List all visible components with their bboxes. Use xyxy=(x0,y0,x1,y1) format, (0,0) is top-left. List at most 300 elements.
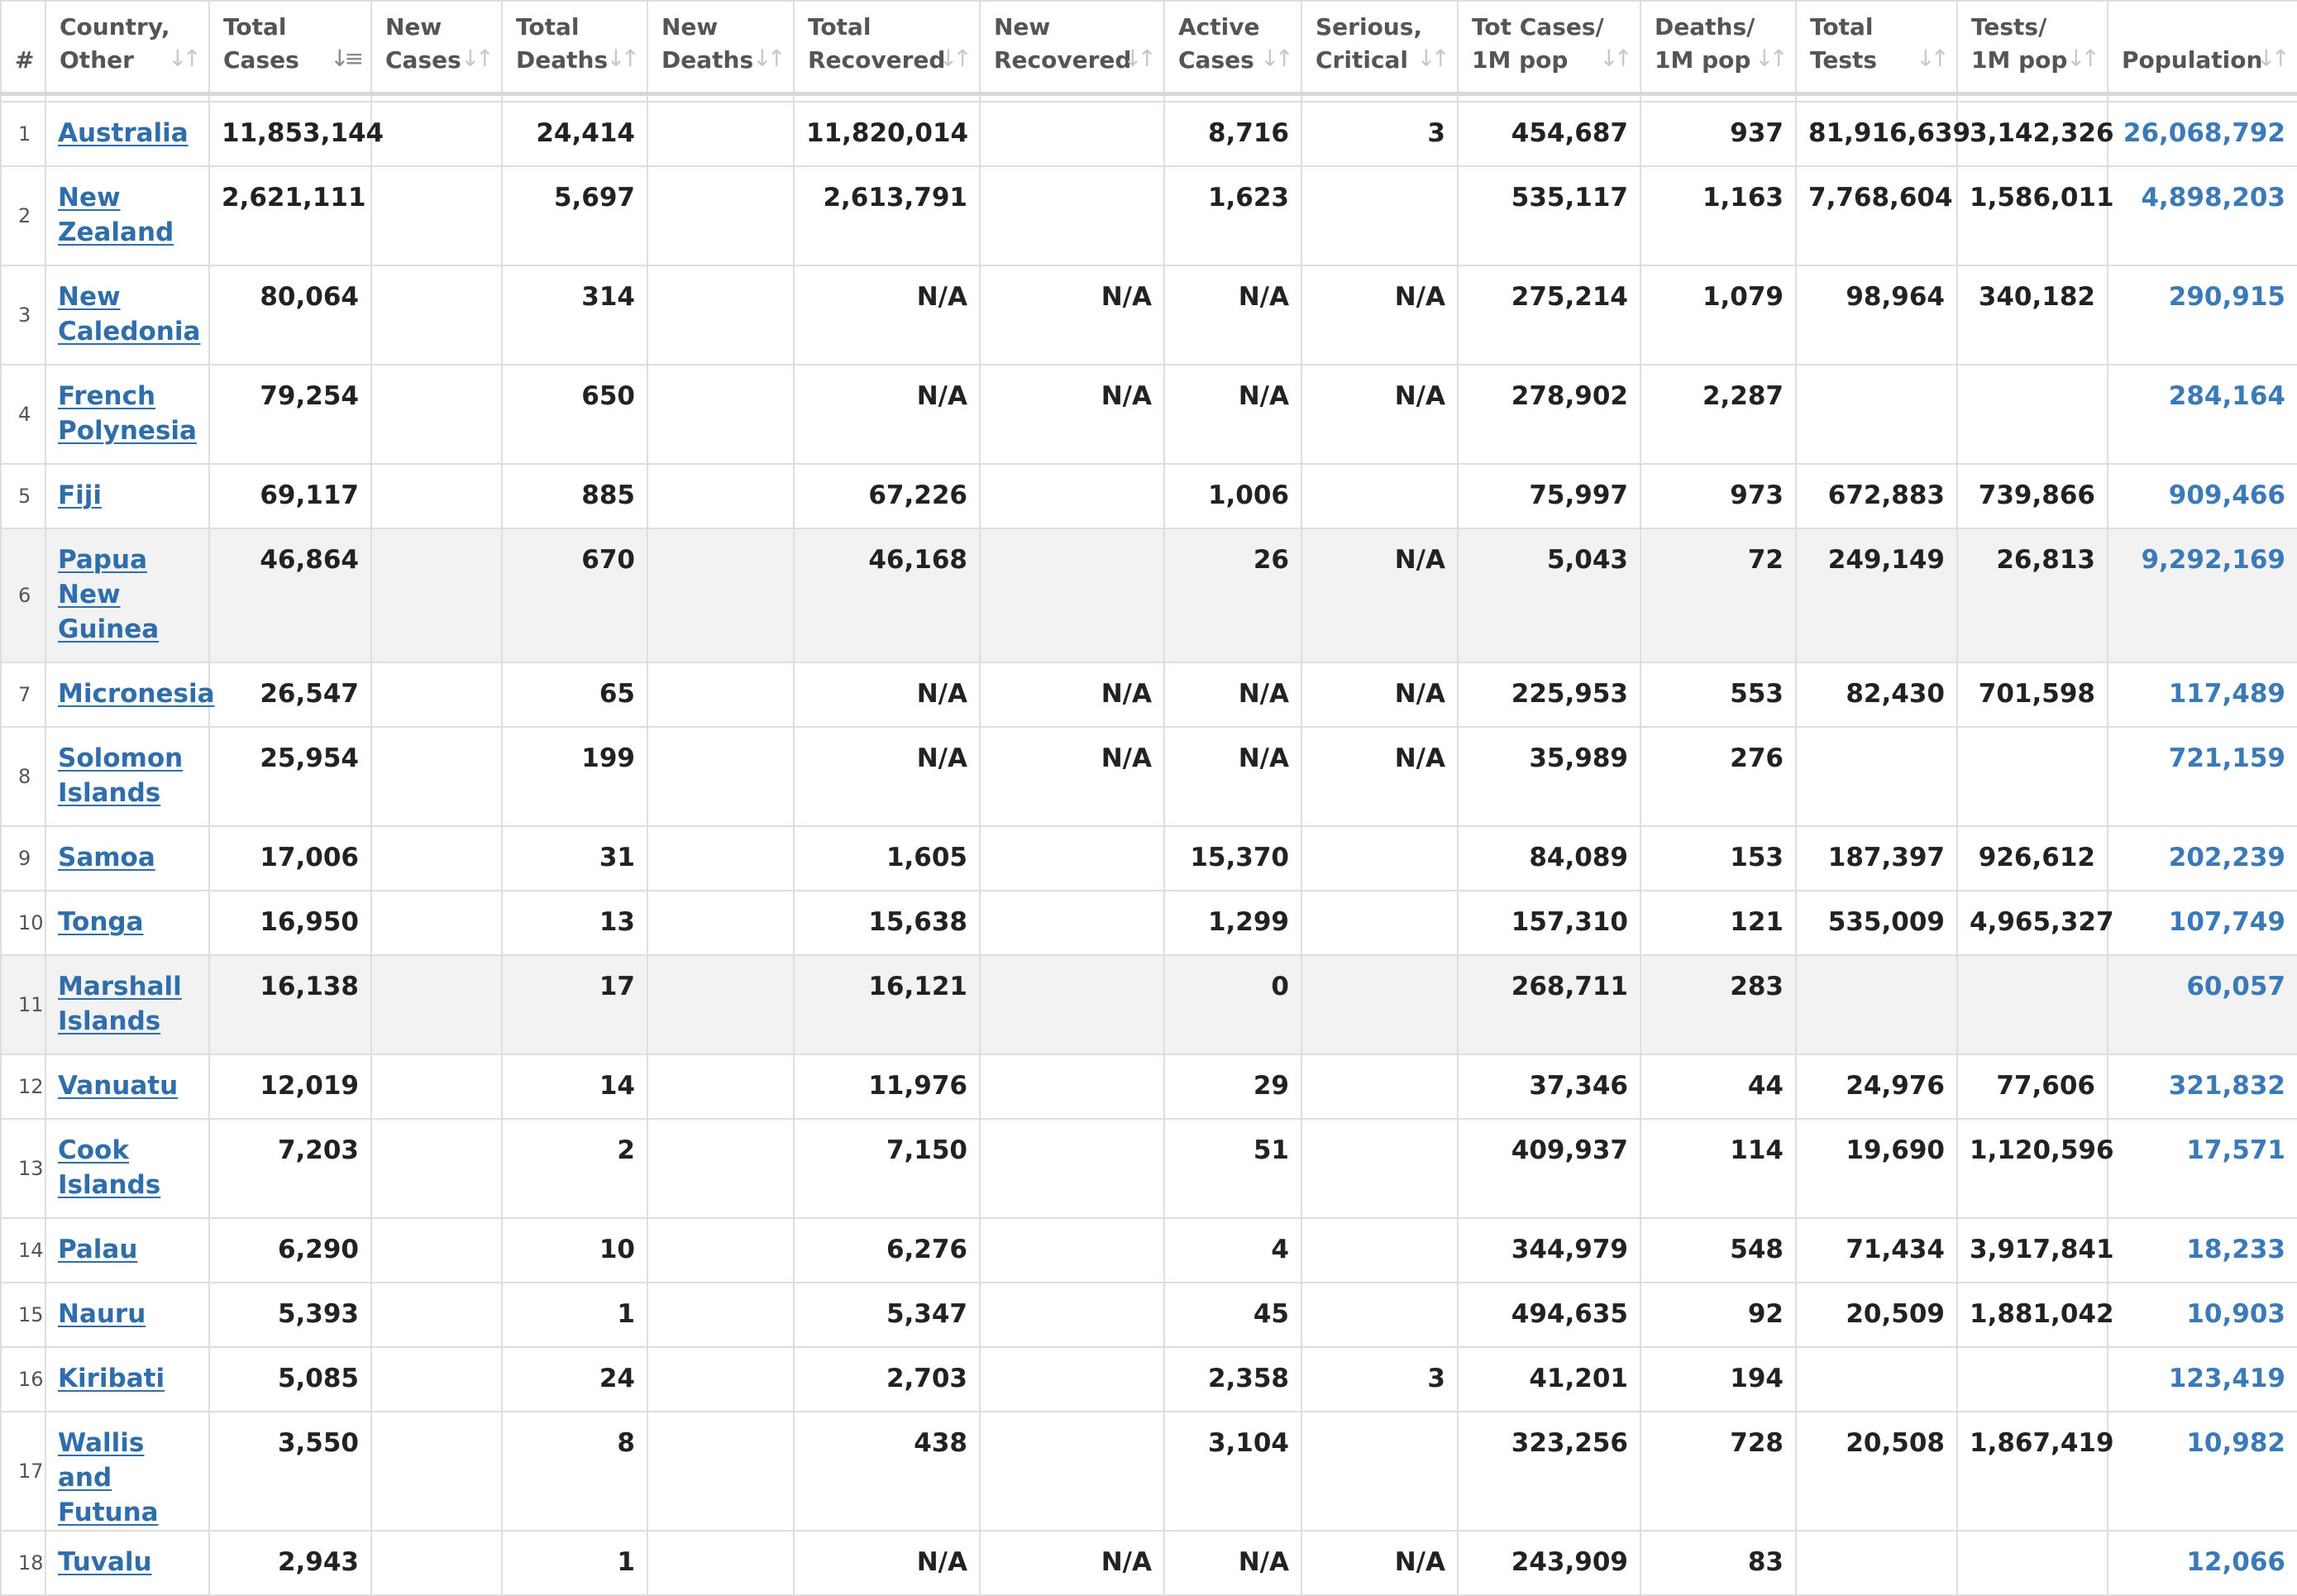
population-cell: 321,832 xyxy=(2108,1054,2297,1119)
total-recovered-cell: 2,613,791 xyxy=(794,166,980,265)
row-index: 9 xyxy=(1,826,45,891)
cases-per-1m-cell: 243,909 xyxy=(1458,1531,1640,1595)
total-recovered-cell: 46,168 xyxy=(794,528,980,662)
total-recovered-header[interactable] xyxy=(794,1,980,93)
sort-arrows-icon[interactable]: ↓↑ xyxy=(2066,44,2095,72)
row-index: 14 xyxy=(1,1218,45,1283)
cases-per-1m-cell: 323,256 xyxy=(1458,1412,1640,1531)
new-recovered-cell xyxy=(980,1347,1164,1412)
cases-per-1m-header[interactable] xyxy=(1458,1,1640,93)
country-header[interactable] xyxy=(45,1,209,93)
total-deaths-cell: 14 xyxy=(502,1054,647,1119)
country-cell xyxy=(45,1531,209,1595)
new-recovered-cell: N/A xyxy=(980,662,1164,727)
column-label: Active Cases xyxy=(1178,12,1260,74)
new-recovered-cell xyxy=(980,528,1164,662)
active-cases-cell: N/A xyxy=(1164,727,1301,826)
cases-per-1m-cell: 84,089 xyxy=(1458,826,1640,891)
new-deaths-header[interactable] xyxy=(647,1,794,93)
country-link[interactable]: Vanuatu xyxy=(58,1071,179,1101)
row-index: 7 xyxy=(1,662,45,727)
serious-critical-cell: N/A xyxy=(1301,662,1458,727)
tests-per-1m-cell: 701,598 xyxy=(1957,662,2108,727)
total-tests-cell: 249,149 xyxy=(1796,528,1957,662)
total-cases-cell: 69,117 xyxy=(209,464,371,528)
total-deaths-cell: 314 xyxy=(502,265,647,365)
total-cases-cell: 80,064 xyxy=(209,265,371,365)
new-cases-cell xyxy=(371,662,502,727)
total-tests-cell: 98,964 xyxy=(1796,265,1957,365)
total-tests-cell xyxy=(1796,1347,1957,1412)
total-cases-cell: 25,954 xyxy=(209,727,371,826)
total-tests-cell: 24,976 xyxy=(1796,1054,1957,1119)
deaths-per-1m-cell: 194 xyxy=(1640,1347,1796,1412)
total-recovered-cell: 11,820,014 xyxy=(794,102,980,166)
population-cell: 9,292,169 xyxy=(2108,528,2297,662)
table-row xyxy=(1,891,2297,955)
deaths-per-1m-cell: 2,287 xyxy=(1640,365,1796,464)
total-deaths-cell: 65 xyxy=(502,662,647,727)
total-deaths-cell: 1 xyxy=(502,1531,647,1595)
new-cases-cell xyxy=(371,365,502,464)
tests-per-1m-cell: 340,182 xyxy=(1957,265,2108,365)
sort-arrows-icon[interactable]: ↓↑ xyxy=(2256,44,2285,72)
table-row xyxy=(1,826,2297,891)
country-link[interactable]: French Polynesia xyxy=(58,381,197,446)
table-header xyxy=(1,1,2297,93)
sort-arrows-icon[interactable]: ↓↑ xyxy=(1599,44,1628,72)
country-cell xyxy=(45,365,209,464)
new-recovered-cell: N/A xyxy=(980,265,1164,365)
deaths-per-1m-cell: 1,079 xyxy=(1640,265,1796,365)
total-recovered-cell: 67,226 xyxy=(794,464,980,528)
new-cases-cell xyxy=(371,727,502,826)
active-cases-cell: N/A xyxy=(1164,265,1301,365)
total-deaths-cell: 10 xyxy=(502,1218,647,1283)
column-label: Tests/ 1M pop xyxy=(1971,12,2068,74)
total-recovered-cell: N/A xyxy=(794,662,980,727)
active-cases-header[interactable] xyxy=(1164,1,1301,93)
deaths-per-1m-cell: 937 xyxy=(1640,102,1796,166)
deaths-per-1m-cell: 114 xyxy=(1640,1119,1796,1218)
tests-per-1m-cell: 926,612 xyxy=(1957,826,2108,891)
active-cases-cell: N/A xyxy=(1164,1531,1301,1595)
population-cell: 26,068,792 xyxy=(2108,102,2297,166)
country-link[interactable]: Tuvalu xyxy=(58,1547,152,1577)
tests-per-1m-cell: 1,120,596 xyxy=(1957,1119,2108,1218)
cases-per-1m-cell: 268,711 xyxy=(1458,955,1640,1054)
new-recovered-cell xyxy=(980,891,1164,955)
total-cases-cell: 12,019 xyxy=(209,1054,371,1119)
new-cases-cell xyxy=(371,1531,502,1595)
tests-per-1m-cell: 77,606 xyxy=(1957,1054,2108,1119)
row-index: 13 xyxy=(1,1119,45,1218)
total-deaths-cell: 1 xyxy=(502,1283,647,1347)
serious-critical-cell xyxy=(1301,826,1458,891)
new-cases-header[interactable] xyxy=(371,1,502,93)
table-row xyxy=(1,365,2297,464)
total-recovered-cell: 15,638 xyxy=(794,891,980,955)
total-recovered-cell: 1,605 xyxy=(794,826,980,891)
deaths-per-1m-cell: 83 xyxy=(1640,1531,1796,1595)
header-spacer xyxy=(45,93,209,102)
deaths-per-1m-cell: 92 xyxy=(1640,1283,1796,1347)
new-deaths-cell xyxy=(647,1347,794,1412)
cases-per-1m-cell: 275,214 xyxy=(1458,265,1640,365)
sort-arrows-icon[interactable]: ↓↑ xyxy=(606,44,635,72)
total-deaths-cell: 8 xyxy=(502,1412,647,1531)
cases-per-1m-cell: 5,043 xyxy=(1458,528,1640,662)
new-cases-cell xyxy=(371,464,502,528)
total-recovered-cell: N/A xyxy=(794,365,980,464)
total-tests-cell: 81,916,639 xyxy=(1796,102,1957,166)
total-tests-cell xyxy=(1796,955,1957,1054)
country-link[interactable]: Fiji xyxy=(58,480,103,510)
new-deaths-cell xyxy=(647,891,794,955)
deaths-per-1m-cell: 548 xyxy=(1640,1218,1796,1283)
country-link[interactable]: New Zealand xyxy=(58,183,174,247)
total-deaths-cell: 885 xyxy=(502,464,647,528)
population-cell: 10,982 xyxy=(2108,1412,2297,1531)
total-tests-cell: 7,768,604 xyxy=(1796,166,1957,265)
country-link[interactable]: Wallis and Futuna xyxy=(58,1428,159,1527)
new-deaths-cell xyxy=(647,265,794,365)
country-cell xyxy=(45,1218,209,1283)
total-tests-cell: 672,883 xyxy=(1796,464,1957,528)
sort-arrows-icon[interactable]: ↓↑ xyxy=(168,44,197,72)
active-cases-cell: N/A xyxy=(1164,365,1301,464)
total-recovered-cell: N/A xyxy=(794,265,980,365)
header-spacer xyxy=(2108,93,2297,102)
country-cell xyxy=(45,528,209,662)
deaths-per-1m-cell: 276 xyxy=(1640,727,1796,826)
new-cases-cell xyxy=(371,891,502,955)
new-recovered-cell: N/A xyxy=(980,1531,1164,1595)
total-recovered-cell: 16,121 xyxy=(794,955,980,1054)
new-recovered-cell xyxy=(980,1119,1164,1218)
total-deaths-cell: 17 xyxy=(502,955,647,1054)
new-recovered-header[interactable] xyxy=(980,1,1164,93)
total-recovered-cell: 2,703 xyxy=(794,1347,980,1412)
active-cases-cell: 29 xyxy=(1164,1054,1301,1119)
country-link[interactable]: Australia xyxy=(58,118,189,148)
cases-per-1m-cell: 535,117 xyxy=(1458,166,1640,265)
table-body xyxy=(1,93,2297,1595)
total-tests-header[interactable] xyxy=(1796,1,1957,93)
column-label: Total Recovered xyxy=(808,12,946,74)
column-label: Total Tests xyxy=(1810,12,1878,74)
serious-critical-cell: N/A xyxy=(1301,265,1458,365)
sort-arrows-icon[interactable]: ↓↑ xyxy=(1916,44,1945,72)
total-tests-cell: 19,690 xyxy=(1796,1119,1957,1218)
row-index: 15 xyxy=(1,1283,45,1347)
total-recovered-cell: 11,976 xyxy=(794,1054,980,1119)
population-cell: 284,164 xyxy=(2108,365,2297,464)
sort-arrows-icon[interactable]: ↓↑ xyxy=(752,44,781,72)
column-label: Total Cases xyxy=(223,12,299,74)
row-index: 6 xyxy=(1,528,45,662)
country-cell xyxy=(45,265,209,365)
table-row xyxy=(1,955,2297,1054)
country-link[interactable]: Cook Islands xyxy=(58,1135,161,1200)
new-cases-cell xyxy=(371,1283,502,1347)
tests-per-1m-cell xyxy=(1957,1347,2108,1412)
cases-per-1m-cell: 35,989 xyxy=(1458,727,1640,826)
tests-per-1m-cell xyxy=(1957,955,2108,1054)
country-link[interactable]: Palau xyxy=(58,1235,138,1264)
total-deaths-header[interactable] xyxy=(502,1,647,93)
total-recovered-cell: 7,150 xyxy=(794,1119,980,1218)
country-link[interactable]: Samoa xyxy=(58,843,155,872)
row-index: 16 xyxy=(1,1347,45,1412)
table-row xyxy=(1,464,2297,528)
serious-critical-cell xyxy=(1301,1412,1458,1531)
new-cases-cell xyxy=(371,102,502,166)
new-recovered-cell xyxy=(980,955,1164,1054)
row-index: 3 xyxy=(1,265,45,365)
population-cell: 202,239 xyxy=(2108,826,2297,891)
column-label: Country, Other xyxy=(60,12,170,74)
sort-arrows-icon[interactable]: ↓↑ xyxy=(1755,44,1784,72)
new-recovered-cell: N/A xyxy=(980,727,1164,826)
country-link[interactable]: New Caledonia xyxy=(58,282,201,346)
total-recovered-cell: 6,276 xyxy=(794,1218,980,1283)
tests-per-1m-cell: 3,142,326 xyxy=(1957,102,2108,166)
total-cases-cell: 6,290 xyxy=(209,1218,371,1283)
population-cell: 10,903 xyxy=(2108,1283,2297,1347)
header-spacer xyxy=(1796,93,1957,102)
population-cell: 123,419 xyxy=(2108,1347,2297,1412)
tests-per-1m-cell xyxy=(1957,365,2108,464)
deaths-per-1m-cell: 728 xyxy=(1640,1412,1796,1531)
column-label: Serious, Critical xyxy=(1316,12,1423,74)
table-row xyxy=(1,1119,2297,1218)
row-index: 2 xyxy=(1,166,45,265)
sort-arrows-icon[interactable]: ↓↑ xyxy=(1260,44,1289,72)
header-spacer xyxy=(1164,93,1301,102)
header-spacer xyxy=(1957,93,2108,102)
header-spacer xyxy=(1301,93,1458,102)
cases-per-1m-cell: 409,937 xyxy=(1458,1119,1640,1218)
new-cases-cell xyxy=(371,1412,502,1531)
population-cell: 17,571 xyxy=(2108,1119,2297,1218)
row-index: 5 xyxy=(1,464,45,528)
total-tests-cell: 82,430 xyxy=(1796,662,1957,727)
table-row xyxy=(1,727,2297,826)
table-row xyxy=(1,1412,2297,1531)
column-label: Tot Cases/ 1M pop xyxy=(1472,12,1604,74)
column-label: New Deaths xyxy=(661,12,754,74)
table-row xyxy=(1,1218,2297,1283)
active-cases-cell: 8,716 xyxy=(1164,102,1301,166)
new-cases-cell xyxy=(371,1347,502,1412)
total-cases-cell: 3,550 xyxy=(209,1412,371,1531)
active-cases-cell: 1,006 xyxy=(1164,464,1301,528)
new-cases-cell xyxy=(371,166,502,265)
new-recovered-cell xyxy=(980,1283,1164,1347)
population-cell: 18,233 xyxy=(2108,1218,2297,1283)
total-cases-cell: 17,006 xyxy=(209,826,371,891)
total-cases-cell: 16,950 xyxy=(209,891,371,955)
new-cases-cell xyxy=(371,528,502,662)
new-deaths-cell xyxy=(647,528,794,662)
sort-arrows-icon[interactable]: ↓≡ xyxy=(330,44,359,72)
new-recovered-cell xyxy=(980,102,1164,166)
active-cases-cell: 51 xyxy=(1164,1119,1301,1218)
total-tests-cell: 71,434 xyxy=(1796,1218,1957,1283)
country-link[interactable]: Solomon Islands xyxy=(58,743,184,808)
tests-per-1m-cell xyxy=(1957,727,2108,826)
sort-arrows-icon[interactable]: ↓↑ xyxy=(461,44,489,72)
total-tests-cell: 535,009 xyxy=(1796,891,1957,955)
deaths-per-1m-cell: 44 xyxy=(1640,1054,1796,1119)
country-cell xyxy=(45,1347,209,1412)
active-cases-cell: 3,104 xyxy=(1164,1412,1301,1531)
row-index: 1 xyxy=(1,102,45,166)
tests-per-1m-cell xyxy=(1957,1531,2108,1595)
serious-critical-cell: 3 xyxy=(1301,102,1458,166)
cases-per-1m-cell: 225,953 xyxy=(1458,662,1640,727)
total-deaths-cell: 650 xyxy=(502,365,647,464)
cases-per-1m-cell: 454,687 xyxy=(1458,102,1640,166)
column-label: New Cases xyxy=(385,12,461,74)
new-cases-cell xyxy=(371,265,502,365)
cases-per-1m-cell: 37,346 xyxy=(1458,1054,1640,1119)
total-cases-cell: 2,943 xyxy=(209,1531,371,1595)
new-deaths-cell xyxy=(647,1412,794,1531)
serious-critical-cell xyxy=(1301,1283,1458,1347)
sort-arrows-icon[interactable]: ↓↑ xyxy=(938,44,967,72)
country-cell xyxy=(45,1119,209,1218)
table-row xyxy=(1,1054,2297,1119)
total-deaths-cell: 199 xyxy=(502,727,647,826)
country-cell xyxy=(45,166,209,265)
new-recovered-cell xyxy=(980,1218,1164,1283)
serious-critical-cell xyxy=(1301,1218,1458,1283)
total-tests-cell xyxy=(1796,1531,1957,1595)
column-label: New Recovered xyxy=(994,12,1132,74)
new-recovered-cell xyxy=(980,166,1164,265)
active-cases-cell: 1,623 xyxy=(1164,166,1301,265)
new-deaths-cell xyxy=(647,727,794,826)
table-row xyxy=(1,265,2297,365)
country-link[interactable]: Tonga xyxy=(58,907,144,937)
serious-critical-cell xyxy=(1301,891,1458,955)
country-cell xyxy=(45,662,215,727)
new-recovered-cell: N/A xyxy=(980,365,1164,464)
tests-per-1m-header[interactable] xyxy=(1957,1,2108,93)
total-recovered-cell: 5,347 xyxy=(794,1283,980,1347)
country-link[interactable]: Micronesia xyxy=(58,679,215,709)
country-link[interactable]: Nauru xyxy=(58,1299,146,1329)
sort-arrows-icon[interactable]: ↓↑ xyxy=(1123,44,1152,72)
population-cell: 117,489 xyxy=(2108,662,2297,727)
population-cell: 721,159 xyxy=(2108,727,2297,826)
country-link[interactable]: Papua New Guinea xyxy=(58,545,160,644)
total-deaths-cell: 31 xyxy=(502,826,647,891)
cases-per-1m-cell: 157,310 xyxy=(1458,891,1640,955)
country-link[interactable]: Kiribati xyxy=(58,1364,165,1393)
serious-critical-cell: N/A xyxy=(1301,1531,1458,1595)
population-cell: 909,466 xyxy=(2108,464,2297,528)
country-link[interactable]: Marshall Islands xyxy=(58,972,182,1036)
total-cases-cell: 79,254 xyxy=(209,365,371,464)
active-cases-cell: 15,370 xyxy=(1164,826,1301,891)
deaths-per-1m-header[interactable] xyxy=(1640,1,1796,93)
new-cases-cell xyxy=(371,955,502,1054)
total-cases-cell: 5,085 xyxy=(209,1347,371,1412)
tests-per-1m-cell: 739,866 xyxy=(1957,464,2108,528)
new-deaths-cell xyxy=(647,102,794,166)
new-recovered-cell xyxy=(980,464,1164,528)
deaths-per-1m-cell: 72 xyxy=(1640,528,1796,662)
total-cases-header[interactable] xyxy=(209,1,371,93)
total-tests-cell: 187,397 xyxy=(1796,826,1957,891)
total-recovered-cell: 438 xyxy=(794,1412,980,1531)
header-spacer xyxy=(209,93,371,102)
deaths-per-1m-cell: 553 xyxy=(1640,662,1796,727)
active-cases-cell: 4 xyxy=(1164,1218,1301,1283)
deaths-per-1m-cell: 121 xyxy=(1640,891,1796,955)
row-index: 17 xyxy=(1,1412,45,1531)
total-deaths-cell: 24 xyxy=(502,1347,647,1412)
population-header[interactable] xyxy=(2108,1,2297,93)
index-header xyxy=(1,1,45,93)
header-spacer xyxy=(371,93,502,102)
total-cases-cell: 2,621,111 xyxy=(209,166,371,265)
serious-critical-cell: N/A xyxy=(1301,365,1458,464)
total-cases-cell: 16,138 xyxy=(209,955,371,1054)
new-cases-cell xyxy=(371,1119,502,1218)
total-cases-cell: 26,547 xyxy=(209,662,371,727)
table-row xyxy=(1,1283,2297,1347)
population-cell: 107,749 xyxy=(2108,891,2297,955)
header-spacer xyxy=(1640,93,1796,102)
country-cell xyxy=(45,1412,209,1531)
total-recovered-cell: N/A xyxy=(794,1531,980,1595)
country-cell xyxy=(45,727,209,826)
total-tests-cell: 20,509 xyxy=(1796,1283,1957,1347)
serious-critical-header[interactable] xyxy=(1301,1,1458,93)
tests-per-1m-cell: 26,813 xyxy=(1957,528,2108,662)
total-tests-cell: 20,508 xyxy=(1796,1412,1957,1531)
active-cases-cell: N/A xyxy=(1164,662,1301,727)
deaths-per-1m-cell: 153 xyxy=(1640,826,1796,891)
deaths-per-1m-cell: 1,163 xyxy=(1640,166,1796,265)
active-cases-cell: 45 xyxy=(1164,1283,1301,1347)
column-label: Deaths/ 1M pop xyxy=(1655,12,1755,74)
header-spacer xyxy=(1458,93,1640,102)
serious-critical-cell: N/A xyxy=(1301,727,1458,826)
total-deaths-cell: 13 xyxy=(502,891,647,955)
row-index: 18 xyxy=(1,1531,45,1595)
tests-per-1m-cell: 1,586,011 xyxy=(1957,166,2108,265)
new-recovered-cell xyxy=(980,1412,1164,1531)
serious-critical-cell xyxy=(1301,1119,1458,1218)
new-deaths-cell xyxy=(647,1531,794,1595)
sort-arrows-icon[interactable]: ↓↑ xyxy=(1416,44,1445,72)
tests-per-1m-cell: 1,881,042 xyxy=(1957,1283,2108,1347)
new-cases-cell xyxy=(371,1218,502,1283)
tests-per-1m-cell: 3,917,841 xyxy=(1957,1218,2108,1283)
active-cases-cell: 26 xyxy=(1164,528,1301,662)
new-deaths-cell xyxy=(647,662,794,727)
country-cell xyxy=(45,102,209,166)
cases-per-1m-cell: 494,635 xyxy=(1458,1283,1640,1347)
cases-per-1m-cell: 344,979 xyxy=(1458,1218,1640,1283)
total-deaths-cell: 5,697 xyxy=(502,166,647,265)
tests-per-1m-cell: 1,867,419 xyxy=(1957,1412,2108,1531)
